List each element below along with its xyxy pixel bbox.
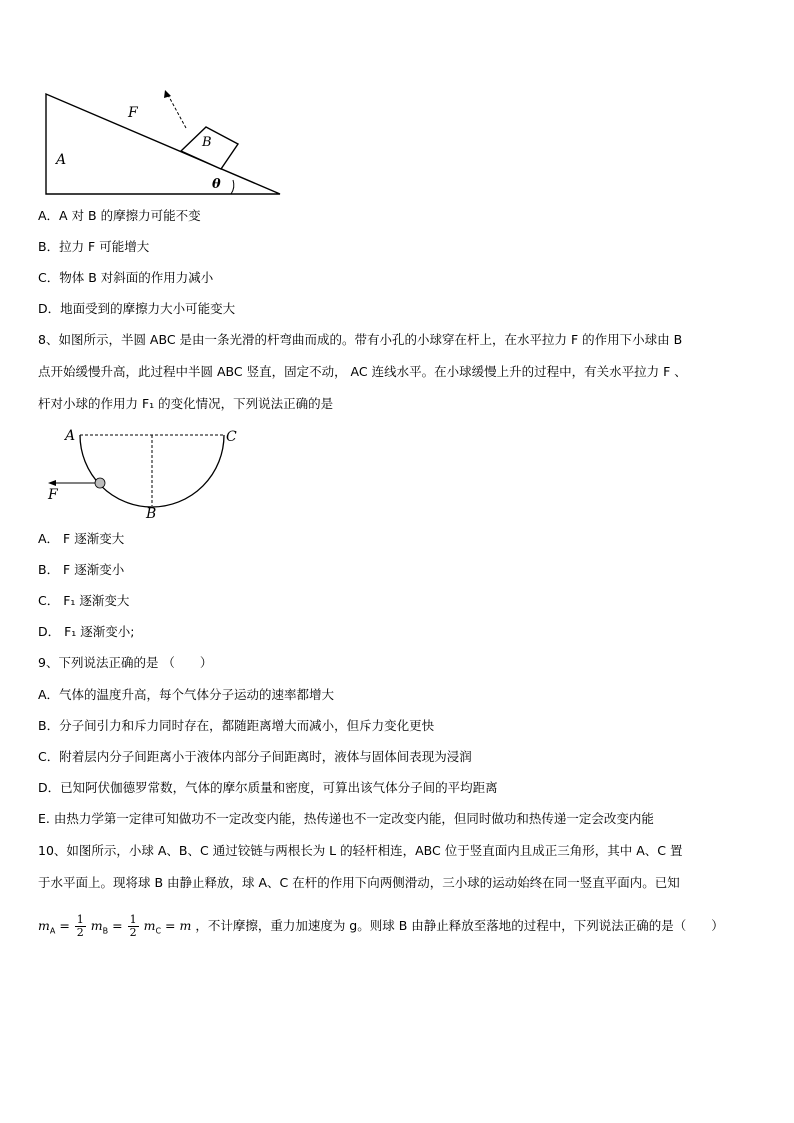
label-a: A xyxy=(56,152,67,168)
label-theta: θ xyxy=(212,177,221,192)
q10-stem-line1: 10、如图所示，小球 A、B、C 通过铰链与两根长为 L 的轻杆相连，ABC 位于竖直面内且成正三角形，其中 A、C 置 xyxy=(38,843,683,858)
label-c: C xyxy=(226,429,237,445)
semicircle-figure xyxy=(40,422,260,522)
incline-wedge-a xyxy=(46,94,280,194)
q7-option-a: A．A 对 B 的摩擦力可能不变 xyxy=(38,208,201,223)
q8-option-d: D． F₁ 逐渐变小; xyxy=(38,624,135,639)
q10-stem-line3 xyxy=(38,912,724,946)
q9-option-b: B．分子间引力和斥力同时存在，都随距离增大而减小，但斥力变化更快 xyxy=(38,718,435,733)
label-b: B xyxy=(202,135,212,150)
label-f: F xyxy=(48,487,58,503)
incline-figure xyxy=(40,85,290,200)
q7-option-b: B．拉力 F 可能增大 xyxy=(38,239,150,254)
ball xyxy=(95,478,105,488)
q8-option-b: B． F 逐渐变小 xyxy=(38,562,125,577)
q8-option-a: A． F 逐渐变大 xyxy=(38,531,125,546)
q10-stem-line3-text: ，不计摩擦，重力加速度为 g。则球 B 由静止释放至落地的过程中，下列说法正确的是（ ） xyxy=(195,918,724,933)
q7-option-d: D．地面受到的摩擦力大小可能变大 xyxy=(38,301,236,316)
q9-option-d: D．已知阿伏伽德罗常数，气体的摩尔质量和密度，可算出该气体分子间的平均距离 xyxy=(38,780,498,795)
q9-option-e: E. 由热力学第一定律可知做功不一定改变内能，热传递也不一定改变内能，但同时做功和热传递一定会改变内能 xyxy=(38,811,654,826)
q7-option-c: C．物体 B 对斜面的作用力减小 xyxy=(38,270,214,285)
q9-stem: 9、下列说法正确的是 （ ） xyxy=(38,655,213,670)
force-f-arrow xyxy=(168,95,186,128)
q8-stem-line3: 杆对小球的作用力 F₁ 的变化情况，下列说法正确的是 xyxy=(38,396,334,411)
q8-stem-line2: 点开始缓慢升高，此过程中半圆 ABC 竖直，固定不动， AC 连线水平。在小球缓慢上升的过程中，有关水平拉力 F 、 xyxy=(38,364,687,379)
angle-theta-arc xyxy=(231,180,234,194)
label-b: B xyxy=(146,506,157,522)
q9-option-c: C．附着层内分子间距离小于液体内部分子间距离时，液体与固体间表现为浸润 xyxy=(38,749,472,764)
label-f: F xyxy=(128,105,138,121)
q8-stem-line1: 8、如图所示，半圆 ABC 是由一条光滑的杆弯曲而成的。带有小孔的小球穿在杆上，在水平拉力 F 的作用下小球由 B xyxy=(38,332,683,347)
mass-formula: $m_A$ = $\frac{1}{2}$ $m_B$ = $\frac{1}{2}$ $m_C = m$ xyxy=(38,913,192,939)
label-a: A xyxy=(65,428,76,444)
q8-option-c: C． F₁ 逐渐变大 xyxy=(38,593,130,608)
q10-stem-line2: 于水平面上。现将球 B 由静止释放，球 A、C 在杆的作用下向两侧滑动，三小球的运动始终在同一竖直平面内。已知 xyxy=(38,875,680,890)
q9-option-a: A．气体的温度升高，每个气体分子运动的速率都增大 xyxy=(38,687,335,702)
